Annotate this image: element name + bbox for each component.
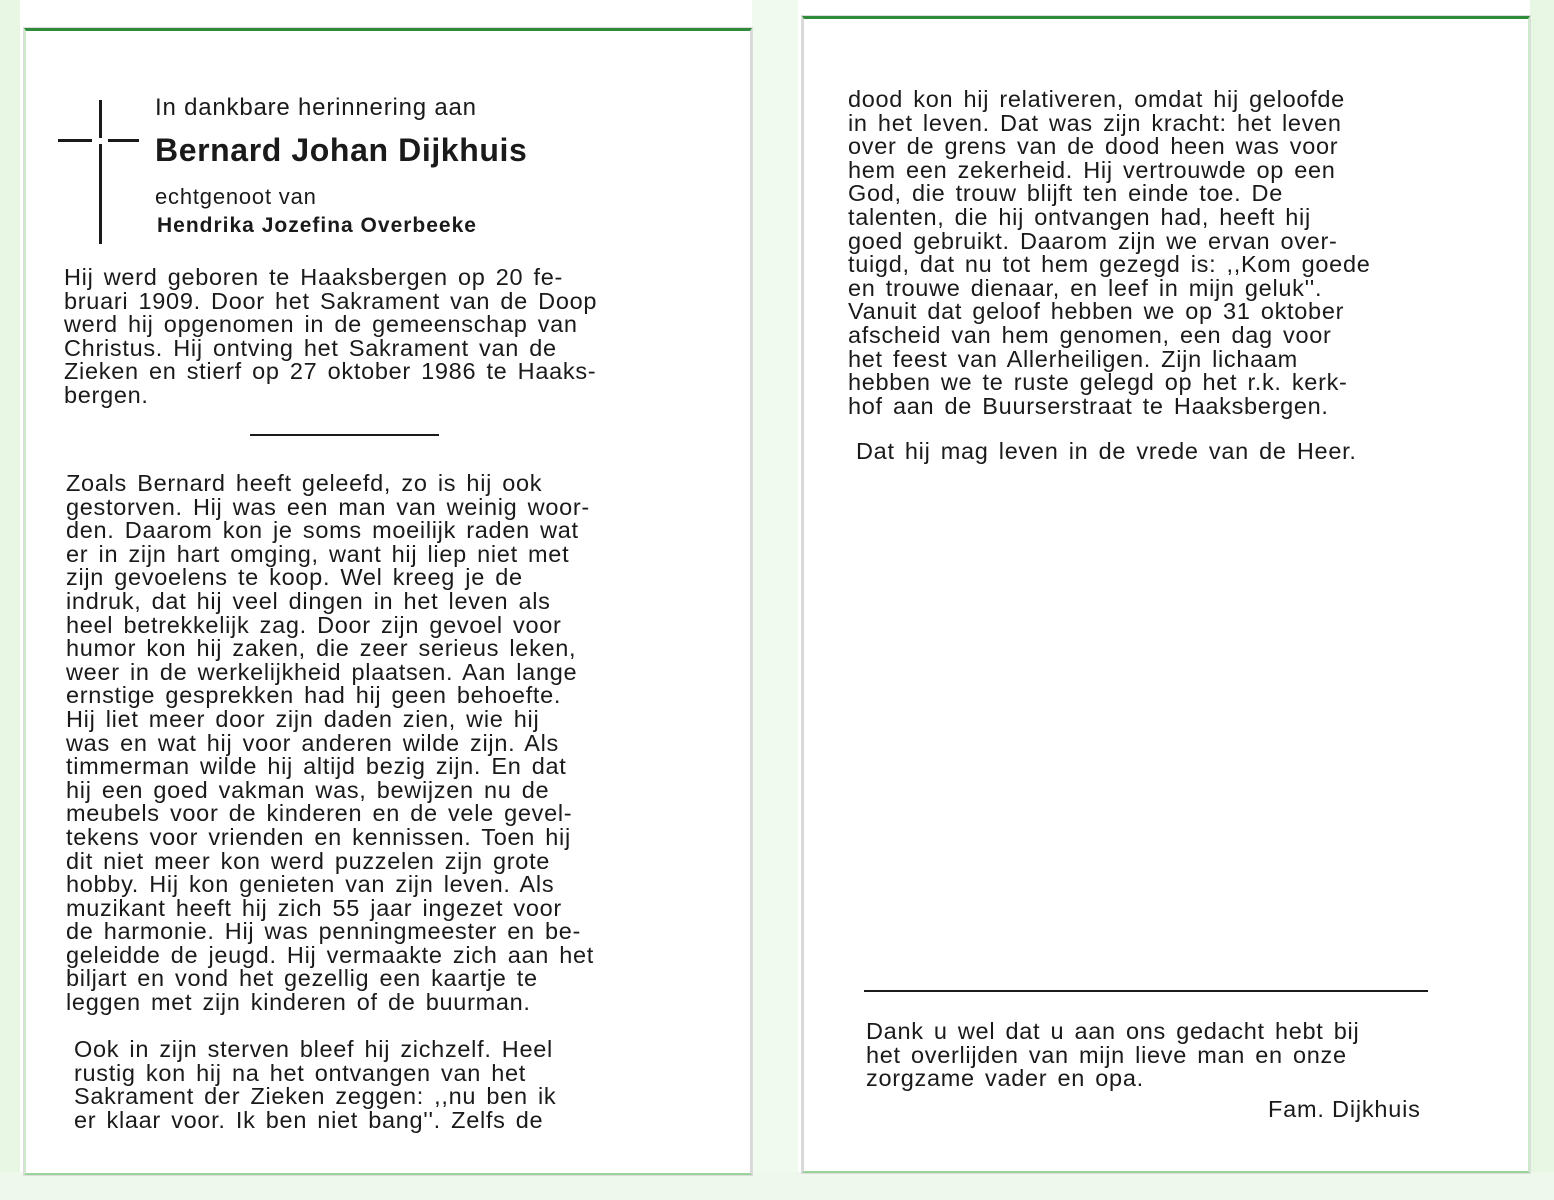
cross-icon-vertical [99,100,102,244]
faith-paragraph: dood kon hij relativeren, omdat hij geloofde in het leven. Dat was zijn kracht: het leven over de grens van de dood heen was voor hem een zekerheid. Hij vertrouwde op een God, die trouw blijft ten einde toe. De talenten, die hij ontvangen had, heeft hij goed gebruikt. Daarom zijn we ervan over- tuigd, dat nu tot hem gezegd is: ,,Kom goede en trouwe dienaar, en leef in mijn geluk''. Vanuit dat geloof hebben we op 31 oktober afscheid van hem genomen, een dag voor het feest van Allerheiligen. Zijn lichaam hebben we te ruste gelegd op het r.k. kerk- hof aan de Buurserstraat te Haaksbergen. [848,86,1371,419]
scan-margin-center [752,0,798,1200]
family-signature: Fam. Dijkhuis [1268,1096,1421,1122]
scan-margin-left [0,0,20,1200]
spouse-name: Hendrika Jozefina Overbeeke [157,214,477,237]
dedication-line: In dankbare herinnering aan [155,94,477,121]
biography-paragraph: Hij werd geboren te Haaksbergen op 20 fe- bruari 1909. Door het Sakrament van de Doop werd hij opgenomen in de gemeenschap van Christus. Hij ontving het Sakrament van de Zieken en stierf op 27 oktober 1986 te Haaks- bergen. [64,264,598,408]
blessing-line: Dat hij mag leven in de vrede van de Heer. [856,438,1357,464]
scan-margin-right [1530,0,1554,1200]
character-paragraph: Zoals Bernard heeft geleefd, zo is hij ook gestorven. Hij was een man van weinig woor- den. Daarom kon je soms moeilijk raden wat er in zijn hart omging, want hij liep niet met zijn gevoelens te koop. Wel kreeg je de indruk, dat hij veel dingen in het leven als heel betrekkelijk zag. Door zijn gevoel voor humor kon hij zaken, die zeer serieus leken, weer in de werkelijkheid plaatsen. Aan lange ernstige gesprekken had hij geen behoefte. Hij liet meer door zijn daden zien, wie hij was en wat hij voor anderen wilde zijn. Als timmerman wilde hij altijd bezig zijn. En dat hij een goed vakman was, bewijzen nu de meubels voor de kinderen en de vele gevel- tekens voor vrienden en kennissen. Toen hij dit niet meer kon werd puzzelen zijn grote hobby. Hij kon genieten van zijn leven. Als muzikant heeft hij zich 55 jaar ingezet voor de harmonie. Hij was penningmeester en be- geleidde de jeugd. Hij vermaakte zich aan het biljart en vond het gezellig een kaartje te leggen met zijn kinderen of de buurman. [66,470,595,1016]
divider-rule-right [864,990,1428,992]
thanks-paragraph: Dank u wel dat u aan ons gedacht hebt bij het overlijden van mijn lieve man en onze zorgzame vader en opa. [866,1018,1360,1092]
cross-icon-gap [92,138,108,144]
death-paragraph: Ook in zijn sterven bleef hij zichzelf. Heel rustig kon hij na het ontvangen van het Sakrament der Zieken zeggen: ,,nu ben ik er klaar voor. Ik ben niet bang''. Zelfs de [74,1036,557,1133]
scan-margin-bottom [0,1172,1554,1200]
deceased-name: Bernard Johan Dijkhuis [155,132,528,168]
spouse-intro: echtgenoot van [155,184,317,209]
divider-rule [250,434,439,436]
